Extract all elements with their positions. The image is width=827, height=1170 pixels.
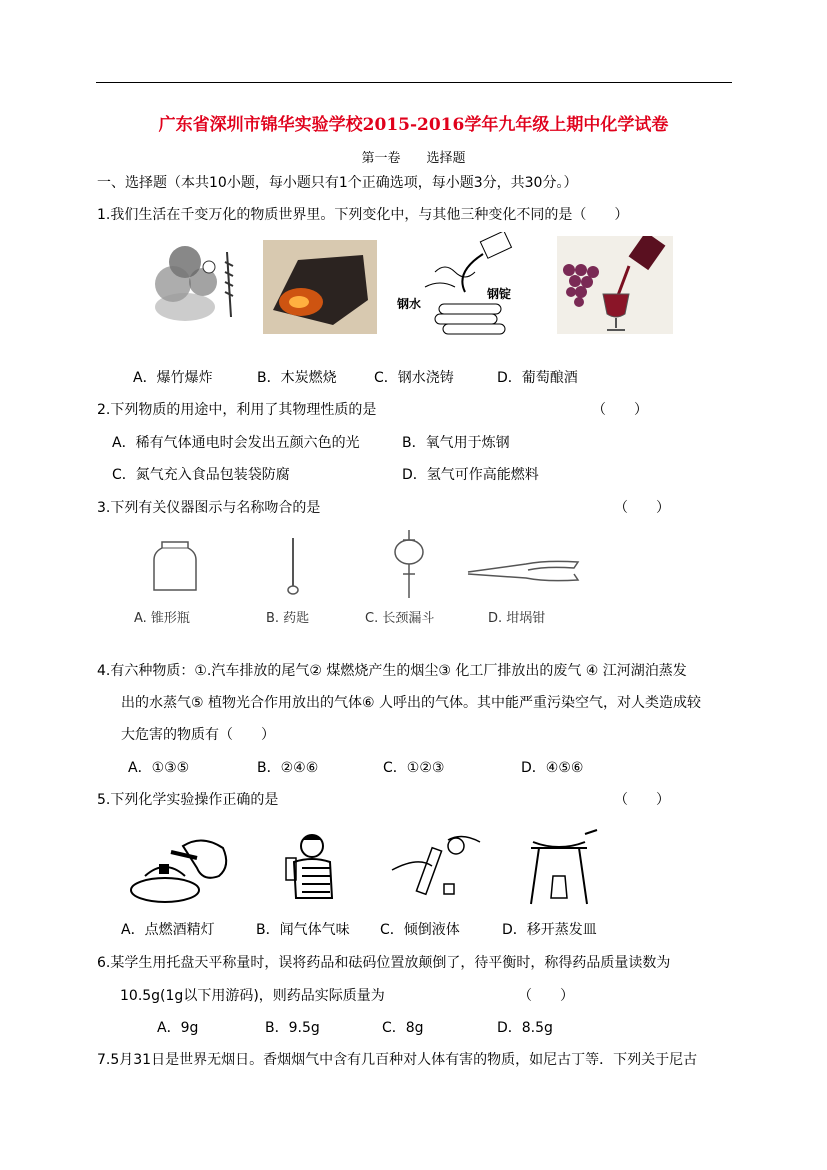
q3-option-a: A. 锥形瓶 bbox=[134, 611, 190, 626]
casting-image bbox=[395, 232, 523, 336]
part-heading: 第一卷 选择题 bbox=[361, 151, 466, 166]
exam-title: 广东省深圳市锦华实验学校2015-2016学年九年级上期中化学试卷 bbox=[158, 115, 669, 135]
q5-blank: （ ） bbox=[614, 792, 670, 808]
q5-stem: 5.下列化学实验操作正确的是 bbox=[97, 792, 279, 808]
wine-image bbox=[557, 236, 673, 334]
q4-option-c: C．①②③ bbox=[383, 760, 445, 776]
evaporating-dish-image bbox=[525, 828, 599, 906]
alcohol-lamp-image bbox=[127, 828, 237, 908]
q2-option-b: B．氧气用于炼钢 bbox=[402, 435, 510, 451]
pouring-liquid-image bbox=[388, 826, 488, 902]
q6-option-c: C．8g bbox=[382, 1020, 424, 1036]
q1-option-a: A．爆竹爆炸 bbox=[133, 370, 213, 386]
bottle-icon bbox=[152, 540, 198, 592]
firecracker-image bbox=[145, 232, 243, 327]
fig-label-steel-water: 钢水 bbox=[397, 297, 422, 311]
header-rule bbox=[96, 82, 732, 83]
fig-label-steel-ingot: 钢锭 bbox=[487, 287, 512, 301]
q2-option-c: C．氮气充入食品包装袋防腐 bbox=[112, 467, 290, 483]
q6-option-d: D．8.5g bbox=[497, 1020, 553, 1036]
q4-option-a: A．①③⑤ bbox=[128, 760, 190, 776]
q4-line-3: 大危害的物质有（ ） bbox=[121, 727, 275, 743]
tongs-icon bbox=[466, 558, 582, 584]
q6-blank: （ ） bbox=[518, 988, 574, 1004]
q6-option-b: B．9.5g bbox=[265, 1020, 320, 1036]
q6-line-2: 10.5g(1g以下用游码)，则药品实际质量为 bbox=[120, 988, 385, 1004]
q1-option-b: B．木炭燃烧 bbox=[257, 370, 337, 386]
q3-blank: （ ） bbox=[614, 500, 670, 516]
q1-option-d: D．葡萄酿酒 bbox=[497, 370, 578, 386]
q1-stem: 1.我们生活在千变万化的物质世界里。下列变化中，与其他三种变化不同的是（ ） bbox=[97, 207, 629, 223]
q4-line-2: 出的水蒸气⑤ 植物光合作用放出的气体⑥ 人呼出的气体。其中能严重污染空气，对人类造成较 bbox=[121, 695, 701, 711]
q2-option-a: A．稀有气体通电时会发出五颜六色的光 bbox=[112, 435, 360, 451]
dropper-spoon-icon bbox=[285, 536, 301, 596]
q3-option-b: B. 药匙 bbox=[266, 611, 310, 626]
q4-option-b: B．②④⑥ bbox=[257, 760, 319, 776]
q6-line-1: 6.某学生用托盘天平称量时，误将药品和砝码位置放颠倒了，待平衡时，称得药品质量读数为 bbox=[97, 955, 671, 971]
q2-blank: （ ） bbox=[592, 402, 648, 418]
funnel-icon bbox=[389, 528, 429, 600]
q3-option-d: D. 坩埚钳 bbox=[488, 611, 546, 626]
smelling-gas-image bbox=[282, 832, 334, 900]
q2-option-d: D．氢气可作高能燃料 bbox=[402, 467, 539, 483]
q5-option-a: A．点燃酒精灯 bbox=[121, 922, 215, 938]
q1-option-c: C．钢水浇铸 bbox=[374, 370, 454, 386]
charcoal-image bbox=[263, 240, 377, 334]
q5-option-c: C．倾倒液体 bbox=[380, 922, 460, 938]
q2-stem: 2.下列物质的用途中，利用了其物理性质的是 bbox=[97, 402, 377, 418]
q3-stem: 3.下列有关仪器图示与名称吻合的是 bbox=[97, 500, 321, 516]
q5-option-d: D．移开蒸发皿 bbox=[502, 922, 597, 938]
q4-option-d: D．④⑤⑥ bbox=[521, 760, 584, 776]
section-heading: 一、选择题（本共10小题，每小题只有1个正确选项，每小题3分，共30分。） bbox=[97, 175, 578, 191]
q7-line-1: 7.5月31日是世界无烟日。香烟烟气中含有几百种对人体有害的物质，如尼古丁等．下列关于尼古 bbox=[97, 1052, 698, 1068]
q6-option-a: A．9g bbox=[157, 1020, 199, 1036]
q4-line-1: 4.有六种物质：①.汽车排放的尾气② 煤燃烧产生的烟尘③ 化工厂排放出的废气 ④ 江河湖泊蒸发 bbox=[97, 663, 687, 679]
q5-option-b: B．闻气体气味 bbox=[256, 922, 350, 938]
q3-option-c: C. 长颈漏斗 bbox=[365, 611, 435, 626]
